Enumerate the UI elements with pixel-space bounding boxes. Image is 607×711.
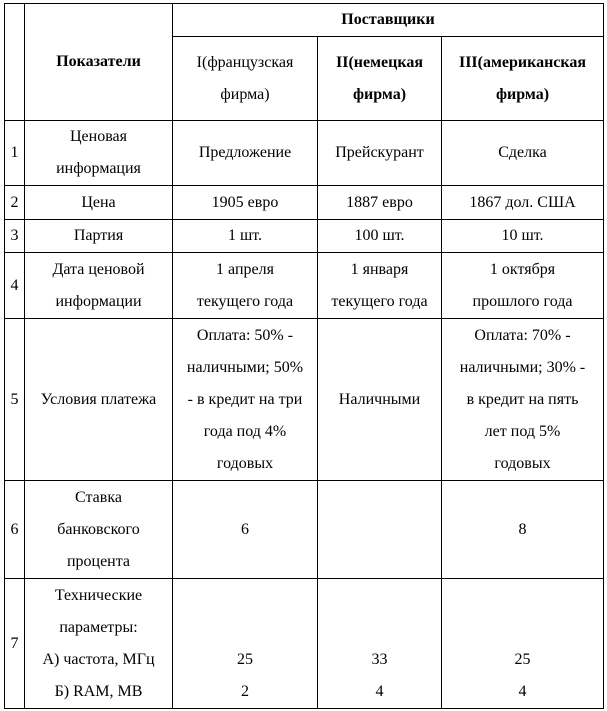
document-page <box>4 3 604 709</box>
cell-french-firm-line: 1 апреля <box>216 260 274 278</box>
cell-american-firm-line: 25 <box>514 650 531 668</box>
cell-american-firm-line <box>445 612 600 644</box>
cell-french-firm-line <box>176 612 314 644</box>
cell-american-firm <box>442 579 604 709</box>
row-number: 4 <box>5 253 25 319</box>
cell-american-firm <box>442 220 604 253</box>
cell-american-firm-line: Оплата: 70% - <box>474 326 571 344</box>
cell-german-firm-line: 33 <box>371 650 388 668</box>
indicator-label-line: Ставка <box>75 488 122 506</box>
cell-french-firm-line: 25 <box>237 650 253 668</box>
cell-american-firm-line: годовых <box>494 454 551 472</box>
cell-american-firm-line: 8 <box>518 520 527 538</box>
row-number: 2 <box>5 186 25 220</box>
row-number: 7 <box>5 579 25 709</box>
cell-french-firm-line: годовых <box>216 454 274 472</box>
cell-american-firm <box>442 319 604 481</box>
indicator-label <box>25 253 173 319</box>
cell-french-firm-line <box>176 580 314 612</box>
cell-american-firm <box>442 481 604 579</box>
cell-german-firm-line: Наличными <box>338 390 421 408</box>
cell-german-firm-line: 100 шт. <box>354 227 405 244</box>
indicator-label-line: Технические <box>54 586 143 604</box>
cell-german-firm <box>318 253 442 319</box>
cell-german-firm <box>318 579 442 709</box>
cell-french-firm-line: - в кредит на три <box>187 390 303 408</box>
cell-german-firm-line: 1887 евро <box>346 193 413 211</box>
cell-french-firm-line: Предложение <box>198 144 292 161</box>
cell-american-firm-line: Сделка <box>498 144 547 161</box>
table-row <box>5 319 604 481</box>
row-number: 5 <box>5 319 25 481</box>
supplier-french-line: фирма) <box>220 85 270 103</box>
cell-american-firm <box>442 121 604 186</box>
suppliers-header: Поставщики <box>173 4 604 37</box>
indicator-label <box>25 121 173 186</box>
row-number: 6 <box>5 481 25 579</box>
supplier-american-line: III(американская <box>458 53 587 71</box>
cell-american-firm <box>442 253 604 319</box>
cell-german-firm-line <box>321 612 438 644</box>
cell-french-firm <box>173 481 318 579</box>
cell-american-firm-line: 1867 дол. США <box>469 193 576 211</box>
cell-american-firm-line <box>445 580 600 612</box>
header-number-cell <box>5 4 25 121</box>
cell-french-firm <box>173 121 318 186</box>
cell-german-firm-line <box>321 580 438 612</box>
indicator-label-line: информация <box>56 160 141 177</box>
cell-american-firm-line: 1 октября <box>489 260 556 278</box>
cell-french-firm <box>173 186 318 220</box>
cell-american-firm-line: прошлого года <box>472 292 573 310</box>
cell-french-firm <box>173 253 318 319</box>
supplier-american-line: фирма) <box>495 85 550 103</box>
cell-french-firm <box>173 220 318 253</box>
header-row-suppliers <box>5 4 604 37</box>
cell-german-firm <box>318 121 442 186</box>
indicator-label <box>25 186 173 220</box>
cell-french-firm <box>173 579 318 709</box>
supplier-american-header <box>442 37 604 121</box>
cell-american-firm <box>442 186 604 220</box>
table-row <box>5 186 604 220</box>
table-row <box>5 481 604 579</box>
supplier-german-line: II(немецкая <box>336 53 423 71</box>
indicator-label-line: А) частота, МГц <box>42 650 155 668</box>
indicator-label-line: процента <box>66 552 131 570</box>
cell-french-firm-line: наличными; 50% <box>186 358 304 376</box>
table-row <box>5 253 604 319</box>
cell-german-firm-line: текущего года <box>331 292 428 310</box>
cell-french-firm <box>173 319 318 481</box>
cell-american-firm-line: 10 шт. <box>501 227 544 244</box>
cell-american-firm-line: 4 <box>518 682 527 700</box>
cell-german-firm-line <box>321 514 438 546</box>
cell-american-firm-line: наличными; 30% - <box>459 358 586 376</box>
indicator-label-line: информации <box>55 292 142 310</box>
row-number: 3 <box>5 220 25 253</box>
supplier-french-header <box>173 37 318 121</box>
indicator-label-line: Ценовая <box>69 128 128 145</box>
cell-french-firm-line: текущего года <box>196 292 294 310</box>
cell-french-firm-line: 2 <box>241 682 249 700</box>
indicator-label <box>25 481 173 579</box>
cell-german-firm-line: 4 <box>375 682 384 700</box>
indicator-label-line: банковского <box>57 520 140 538</box>
indicator-label-line: параметры: <box>59 618 138 636</box>
indicator-label <box>25 579 173 709</box>
table-row <box>5 579 604 709</box>
cell-german-firm-line: 1 января <box>350 260 409 278</box>
table-row <box>5 220 604 253</box>
indicator-label-line: Условия платежа <box>40 390 157 408</box>
table-row <box>5 121 604 186</box>
indicator-label-line: Дата ценовой <box>52 260 145 278</box>
indicator-label-line: Б) RAM, MB <box>54 682 143 700</box>
suppliers-comparison-table <box>4 3 604 709</box>
indicators-header: Показатели <box>25 4 173 121</box>
cell-german-firm <box>318 481 442 579</box>
cell-german-firm <box>318 220 442 253</box>
cell-french-firm-line: года под 4% <box>203 422 287 440</box>
cell-american-firm-line: в кредит на пять <box>466 390 579 408</box>
supplier-german-line: фирма) <box>352 85 407 103</box>
row-number: 1 <box>5 121 25 186</box>
indicator-label-line: Цена <box>81 193 116 211</box>
cell-french-firm-line: 6 <box>241 520 249 538</box>
cell-american-firm-line: лет под 5% <box>484 422 561 440</box>
cell-french-firm-line: 1905 евро <box>211 193 279 211</box>
cell-french-firm-line: Оплата: 50% - <box>196 326 294 344</box>
cell-french-firm-line: 1 шт. <box>227 227 263 244</box>
cell-german-firm-line: Прейскурант <box>335 144 424 161</box>
cell-german-firm <box>318 319 442 481</box>
indicator-label <box>25 220 173 253</box>
indicator-label <box>25 319 173 481</box>
supplier-french-line: I(французская <box>196 53 294 71</box>
supplier-german-header <box>318 37 442 121</box>
indicator-label-line: Партия <box>73 227 124 244</box>
cell-german-firm <box>318 186 442 220</box>
